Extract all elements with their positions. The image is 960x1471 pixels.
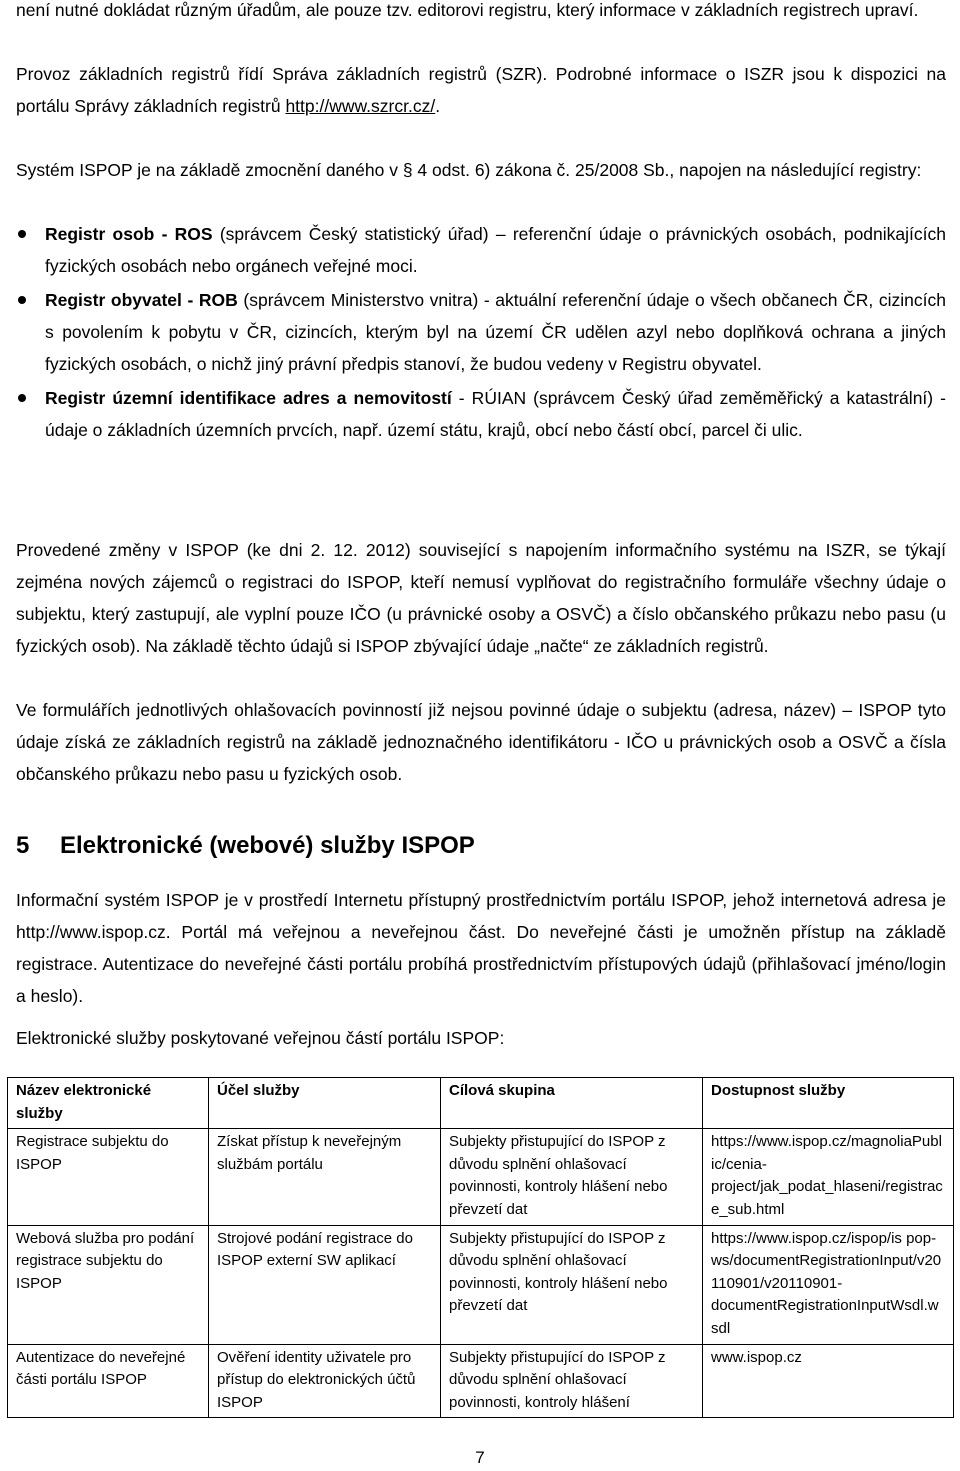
szr-paragraph <box>16 58 946 122</box>
szr-text: Provoz základních registrů řídí Správa základních registrů (SZR). Podrobné informace o ISZR jsou k dispozici na portálu Správy základních registrů <box>16 64 946 116</box>
registry-name: Registr územní identifikace adres a nemovitostí <box>45 388 452 408</box>
registry-desc: - RÚIAN (správcem Český úřad zeměměřický a katastrální) - údaje o základních územních prvcích, např. území státu, krajů, obcí nebo částí obcí, parcel či ulic. <box>45 388 946 440</box>
services-table <box>7 1077 954 1418</box>
table-header-cell: Účel služby <box>209 1078 441 1129</box>
table-cell: Registrace subjektu do ISPOP <box>8 1129 209 1225</box>
registry-name: Registr osob - ROS <box>45 224 213 244</box>
list-item <box>16 218 946 282</box>
table-row <box>8 1344 954 1418</box>
szr-link[interactable]: http://www.szrcr.cz/ <box>285 96 436 116</box>
table-cell: Subjekty přistupující do ISPOP z důvodu splnění ohlašovací povinnosti, kontroly hlášení nebo převzetí dat <box>441 1225 703 1344</box>
table-cell: Webová služba pro podání registrace subjektu do ISPOP <box>8 1225 209 1344</box>
table-cell: Strojové podání registrace do ISPOP externí SW aplikací <box>209 1225 441 1344</box>
list-item <box>16 382 946 446</box>
bullet-icon <box>18 394 26 402</box>
page-number: 7 <box>475 1448 485 1467</box>
table-intro-text: Elektronické služby poskytované veřejnou částí portálu ISPOP: <box>16 1028 505 1048</box>
changes-paragraph-2 <box>16 694 946 790</box>
table-cell: Subjekty přistupující do ISPOP z důvodu splnění ohlašovací povinnosti, kontroly hlášení nebo převzetí dat <box>441 1129 703 1225</box>
table-row <box>8 1129 954 1225</box>
registry-list <box>16 218 946 446</box>
changes-text: Provedené změny v ISPOP (ke dni 2. 12. 2012) související s napojením informačního systému na ISZR, se týkají zejména nových zájemců o registraci do ISPOP, kteří nemusí vyplňovat do registračního formuláře všechny údaje o subjektu, který zastupují, ale vyplní pouze IČO (u právnické osoby a OSVČ) a číslo občanského průkazu nebo pasu (u fyzických osob). Na základě těchto údajů si ISPOP zbývající údaje „načte“ ze základních registrů. <box>16 540 946 656</box>
table-intro <box>16 1022 946 1054</box>
table-cell: Subjekty přistupující do ISPOP z důvodu splnění ohlašovací povinnosti, kontroly hlášení <box>441 1344 703 1418</box>
changes-text-2: Ve formulářích jednotlivých ohlašovacích povinností již nejsou povinné údaje o subjektu (adresa, název) – ISPOP tyto údaje získá ze základních registrů na základě jednoznačného identifikátoru - IČO u právnických osob a OSVČ a čísla občanského průkazu nebo pasu u fyzických osob. <box>16 700 946 784</box>
section-title: Elektronické (webové) služby ISPOP <box>60 832 475 859</box>
changes-paragraph <box>16 534 946 662</box>
table-header-cell: Cílová skupina <box>441 1078 703 1129</box>
szr-end: . <box>435 96 441 116</box>
section-text: Informační systém ISPOP je v prostředí Internetu přístupný prostřednictvím portálu ISPOP, jehož internetová adresa je http://www.ispop.cz. Portál má veřejnou a neveřejnou část. Do neveřejné části je umožněn přístup na základě registrace. Autentizace do neveřejné části portálu probíhá prostřednictvím přístupových údajů (přihlašovací jméno/login a heslo). <box>16 890 946 1006</box>
table-header-row <box>8 1078 954 1129</box>
registry-desc: (správcem Český statistický úřad) – referenční údaje o právnických osobách, podnikajících fyzických osobách nebo orgánech veřejné moci. <box>45 224 946 276</box>
table-cell: Autentizace do neveřejné části portálu ISPOP <box>8 1344 209 1418</box>
bullet-icon <box>18 296 26 304</box>
list-item <box>16 284 946 380</box>
table-cell: Získat přístup k neveřejným službám portálu <box>209 1129 441 1225</box>
section-number: 5 <box>16 832 30 859</box>
table-cell-link[interactable]: https://www.ispop.cz/ispop/is pop-ws/documentRegistrationInput/v20110901/v20110901-documentRegistrationInputWsdl.wsdl <box>703 1225 954 1344</box>
table-row <box>8 1225 954 1344</box>
registry-desc: (správcem Ministerstvo vnitra) - aktuální referenční údaje o všech občanech ČR, cizincích s povolením k pobytu v ČR, cizincích, kterým byl na území ČR udělen azyl nebo doplňková ochrana a jiných fyzických osobách, o nichž jiný právní předpis stanoví, že budou vedeny v Registru obyvatel. <box>45 290 946 374</box>
table-cell-link[interactable]: www.ispop.cz <box>703 1344 954 1418</box>
intro-text: není nutné dokládat různým úřadům, ale pouze tzv. editorovi registru, který informace v základních registrech upraví. <box>16 0 919 20</box>
ispop-system-paragraph <box>16 154 946 186</box>
bullet-icon <box>18 230 26 238</box>
table-header-cell: Název elektronické služby <box>8 1078 209 1129</box>
table-header-cell: Dostupnost služby <box>703 1078 954 1129</box>
registry-name: Registr obyvatel - ROB <box>45 290 238 310</box>
ispop-system-text: Systém ISPOP je na základě zmocnění daného v § 4 odst. 6) zákona č. 25/2008 Sb., napojen na následující registry: <box>16 160 922 180</box>
table-cell: Ověření identity uživatele pro přístup do elektronických účtů ISPOP <box>209 1344 441 1418</box>
table-cell-link[interactable]: https://www.ispop.cz/magnoliaPublic/cenia-project/jak_podat_hlaseni/registrace_sub.html <box>703 1129 954 1225</box>
section-heading <box>16 826 475 866</box>
section-paragraph <box>16 884 946 1012</box>
intro-paragraph <box>16 0 946 26</box>
